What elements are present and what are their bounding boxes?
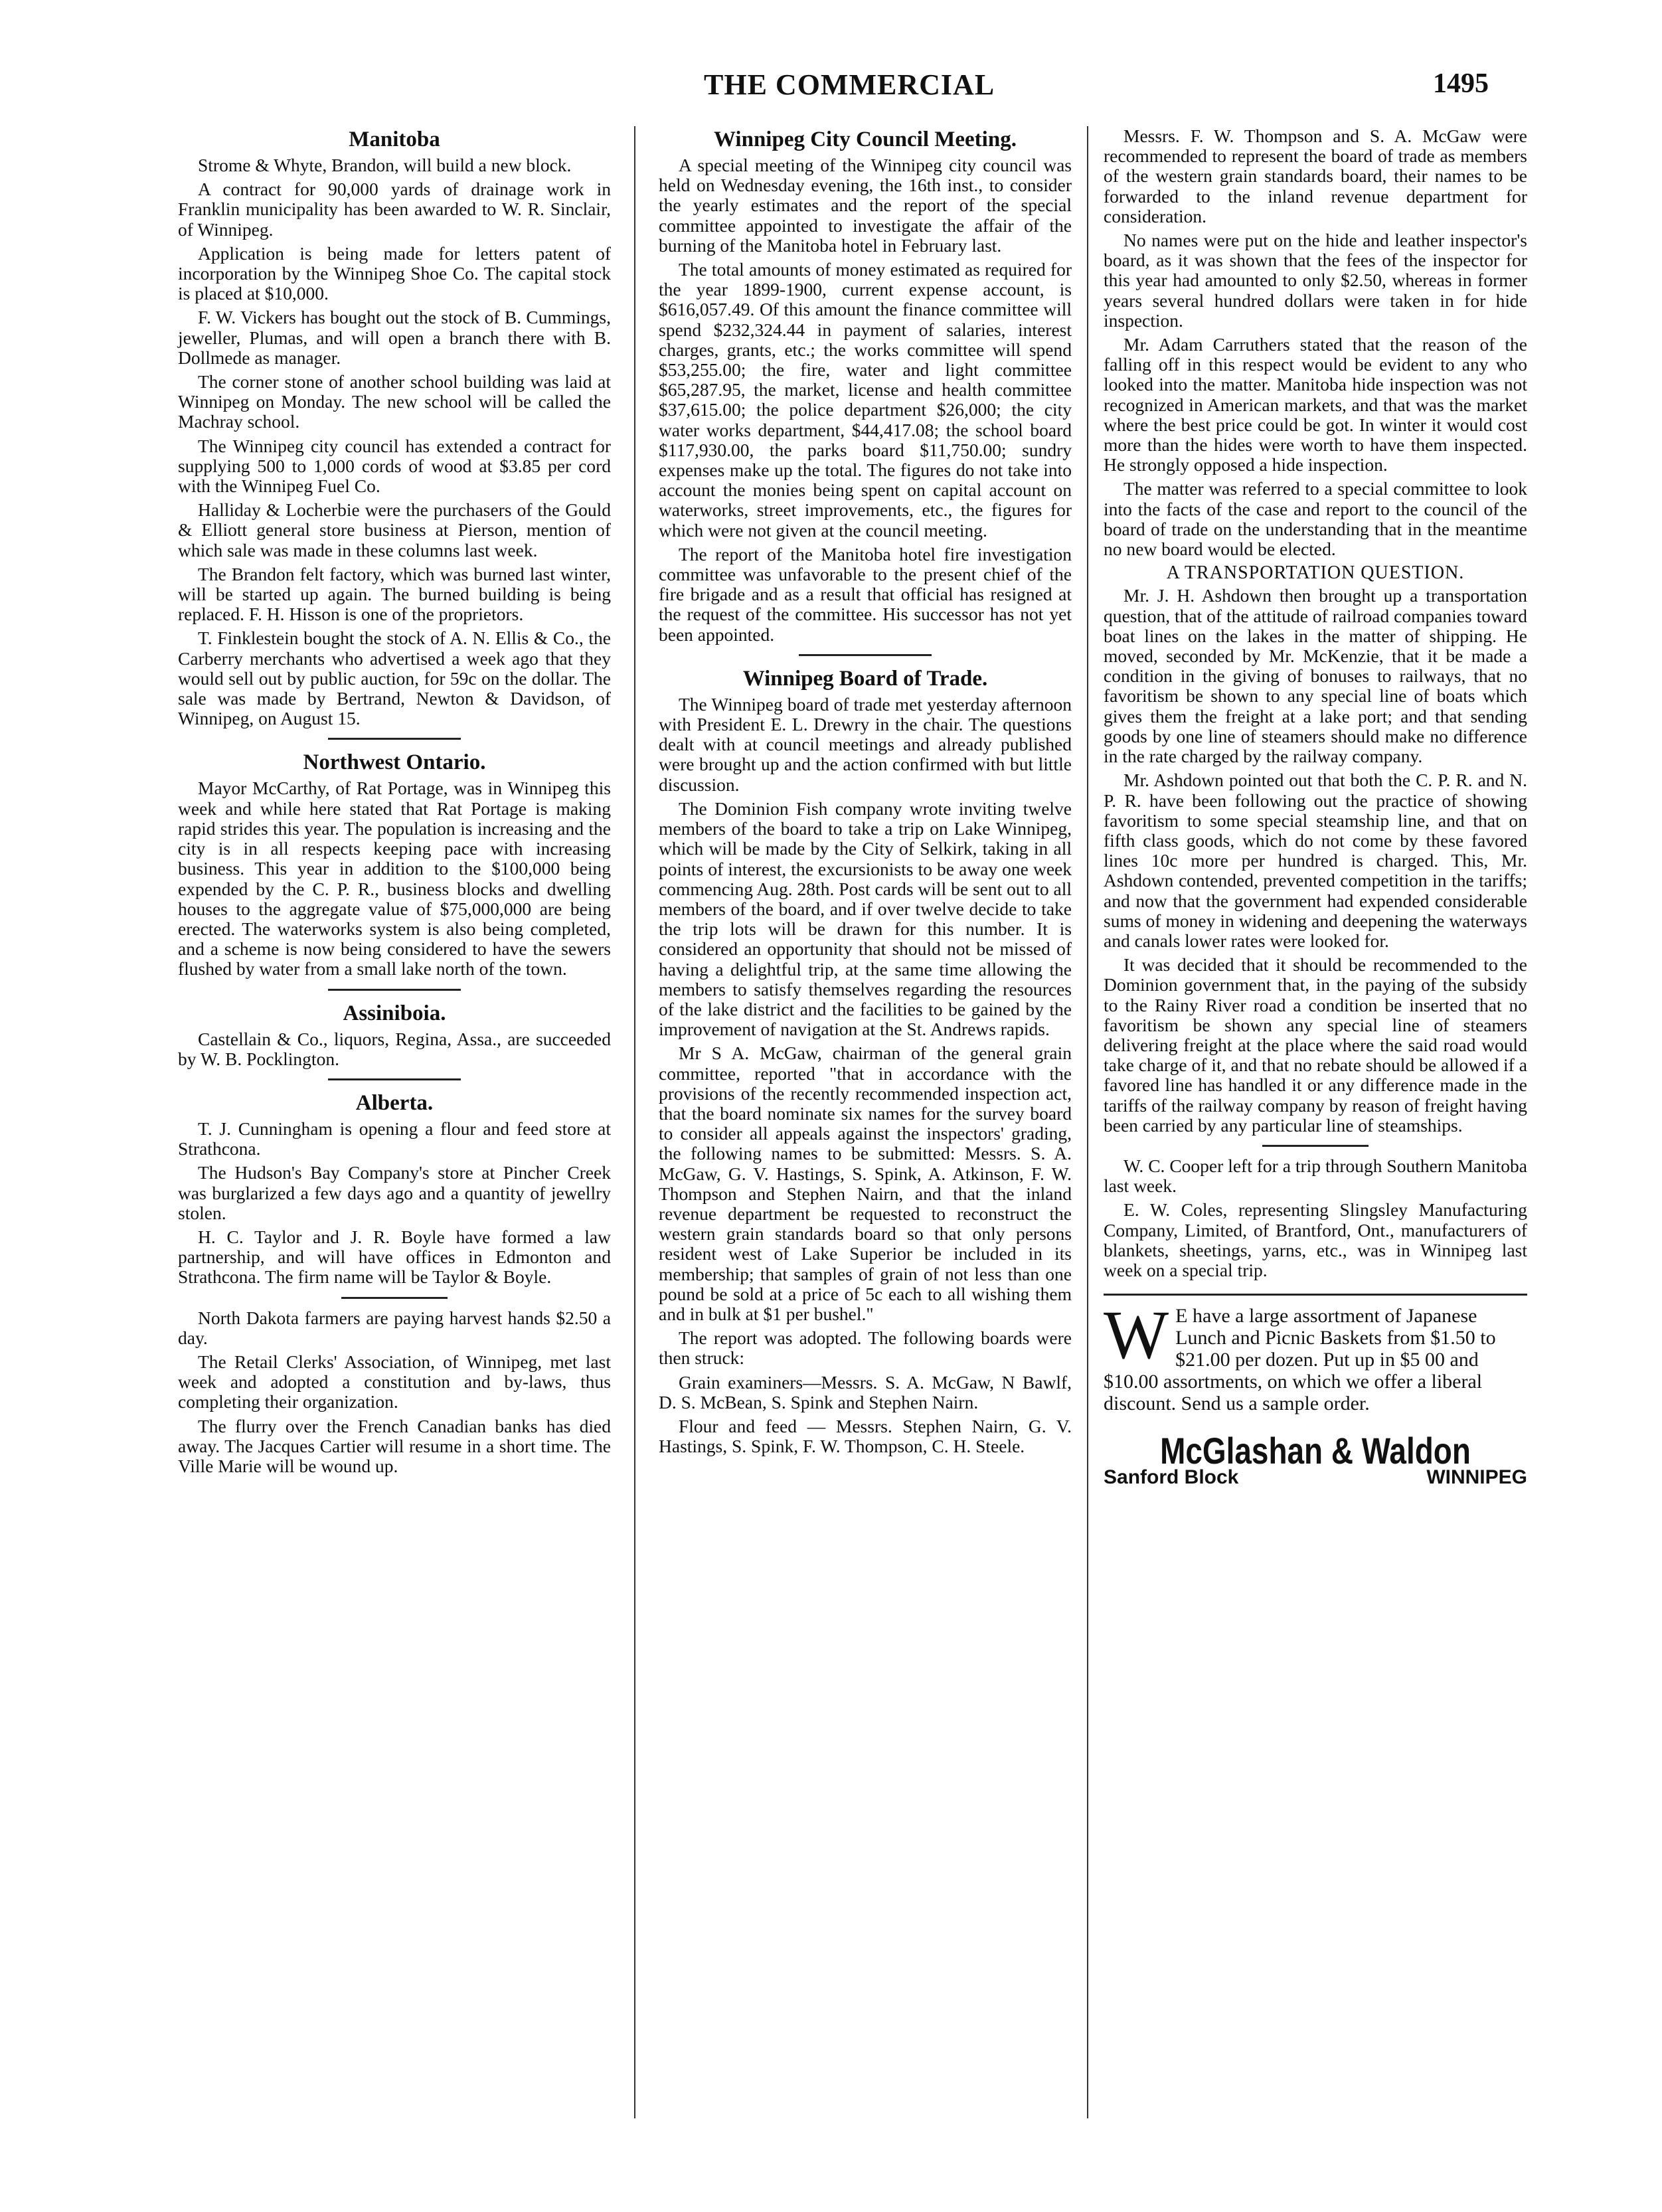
news-item: Mr S A. McGaw, chairman of the general grain committee, reported "that in accordance with the provisions of the recently recommended inspection act, that the board nominate six names for the survey board to consider all appeals against the inspectors' grading, the following names to be submitted: Messrs. S. A. McGaw, G. V. Hastings, S. Spink, A. Atkinson, F. W. Thompson and Stephen Nairn, and that the inland revenue department be requested to reconstruct the western grain standards board so that only persons resident west of Lake Superior be included in its membership; that samples of grain of not less than one pound be sold at a price of 5c each to all wishing them and in bulk at $1 per bushel." [659, 1043, 1072, 1324]
advertisement [1104, 1294, 1527, 1488]
column-rule [1087, 126, 1088, 2118]
section-heading-alberta: Alberta. [355, 1090, 434, 1115]
section-divider [799, 654, 932, 656]
section-heading-manitoba: Manitoba [349, 128, 440, 151]
running-head [0, 61, 1662, 108]
column-middle [659, 126, 1072, 1460]
news-item: A special meeting of the Winnipeg city council was held on Wednesday evening, the 16th inst., to consider the yearly estimates and the report of the special committee appointed to investigate the affair of the burning of the Manitoba hotel in February last. [659, 155, 1072, 256]
column-rule [634, 126, 635, 2118]
news-item: The flurry over the French Canadian banks has died away. The Jacques Cartier will resume in a short time. The Ville Marie will be wound up. [178, 1415, 611, 1476]
news-item: A contract for 90,000 yards of drainage work in Franklin municipality has been awarded to W. R. Sinclair, of Winnipeg. [178, 179, 611, 240]
column-right [1104, 126, 1527, 1488]
news-item: The Dominion Fish company wrote inviting twelve members of the board to take a trip on Lake Winnipeg, which will be made by the City of Selkirk, taking in all points of interest, the excursionists to be away one week commencing Aug. 28th. Post cards will be sent out to all members of the board, and if over twelve decide to take the trip lots will be drawn for this number. It is considered an opportunity that should not be missed of having a delightful trip, at the same time allowing the members to satisfy themselves regarding the resources of the lake district and the facilities to be gained by the improvement of navigation at the St. Andrews rapids. [659, 798, 1072, 1040]
news-item: It was decided that it should be recommended to the Dominion government that, in the paying of the subsidy to the Rainy River road a condition be inserted that no favoritism be shown any special line of steamers delivering freight at the place where the said road would take charge of it, and that no rebate should be allowed if a favored line has handled it or any difference made in the tariffs of the railway company by reason of freight having been carried by any particular line of steamships. [1104, 954, 1527, 1136]
subheading-transportation-question: A TRANSPORTATION QUESTION. [1166, 562, 1465, 584]
news-item: Strome & Whyte, Brandon, will build a new block. [198, 155, 572, 175]
news-item: The Brandon felt factory, which was burned last winter, will be started up again. The burned building is being replaced. F. H. Hisson is one of the proprietors. [178, 563, 611, 625]
advertiser-city: WINNIPEG [1426, 1466, 1527, 1489]
news-item: E. W. Coles, representing Slingsley Manufacturing Company, Limited, of Brantford, Ont., manufacturers of blankets, sheetings, yarns, etc., was in Winnipeg last week on a special trip. [1104, 1199, 1527, 1280]
news-item: The total amounts of money estimated as required for the year 1899-1900, current expense account, is $616,057.49. Of this amount the finance committee will spend $232,324.44 in payment of salaries, interest charges, grants, etc.; the works committee will spend $53,255.00; the fire, water and light committee $65,287.95, the market, license and health committee $37,615.00; the police department $26,000; the city water works department, $44,417.08; the school board $117,930.00, the parks board $11,750.00; sundry expenses make up the total. The figures do not take into account the monies being spent on capital account on waterworks, street improvements, etc., the figures for which were not given at the council meeting. [659, 259, 1072, 541]
section-divider [1262, 1145, 1369, 1147]
section-divider [328, 989, 461, 991]
news-item: Grain examiners—Messrs. S. A. McGaw, N Bawlf, D. S. McBean, S. Spink and Stephen Nairn. [659, 1371, 1072, 1412]
column-left [178, 126, 611, 1480]
news-item: W. C. Cooper left for a trip through Southern Manitoba last week. [1104, 1155, 1527, 1197]
news-item: Mr. Ashdown pointed out that both the C. P. R. and N. P. R. have been following out the practice of showing favoritism to some special steamship line, and that on fifth class goods, which do not come by these favored lines 10c more per hundred is charged. This, Mr. Ashdown contended, prevented competition in the tariffs; and now that the government had expended considerable sums of money in widening and deepening the waterways and canals lower rates were looked for. [1104, 770, 1527, 951]
page-number: 1495 [1433, 68, 1489, 99]
news-item: The Winnipeg city council has extended a contract for supplying 500 to 1,000 cords of wood at $3.85 per cord with the Winnipeg Fuel Co. [178, 435, 611, 497]
news-item: T. Finklestein bought the stock of A. N. Ellis & Co., the Carberry merchants who advertised a week ago that they would sell out by public auction, for 59c on the dollar. The sale was made by Bertrand, Newton & Davidson, of Winnipeg, on August 15. [178, 628, 611, 729]
news-item: Application is being made for letters patent of incorporation by the Winnipeg Shoe Co. The capital stock is placed at $10,000. [178, 242, 611, 304]
news-item: Mayor McCarthy, of Rat Portage, was in Winnipeg this week and while here stated that Rat Portage is making rapid strides this year. The population is increasing and the city is in all respects keeping pace with increasing business. This year in addition to the $100,000 being expended by the C. P. R., business blocks and dwelling houses to the aggregate value of $75,000,000 are being erected. The waterworks system is also being completed, and a scheme is now being considered to have the sewers flushed by water from a small lake north of the town. [178, 778, 611, 979]
section-heading-city-council: Winnipeg City Council Meeting. [714, 128, 1017, 151]
news-item: No names were put on the hide and leather inspector's board, as it was shown that the fees of the inspector for this year had amounted to only $2.50, whereas in former years several hundred dollars were taken in for hide inspection. [1104, 230, 1527, 331]
section-divider [341, 1297, 448, 1299]
news-item: The corner stone of another school building was laid at Winnipeg on Monday. The new school will be called the Machray school. [178, 371, 611, 432]
news-item: Halliday & Locherbie were the purchasers of the Gould & Elliott general store business at Pierson, mention of which sale was made in these columns last week. [178, 499, 611, 560]
section-heading-assiniboia: Assiniboia. [343, 1001, 446, 1025]
news-item: Mr. J. H. Ashdown then brought up a transportation question, that of the attitude of railroad companies toward boat lines on the lakes in the matter of shipping. He moved, seconded by Mr. McKenzie, that it be made a condition in the giving of bonuses to railways, that no favoritism be shown to any special line of boats which gives them the freight at a lake port; and that sending goods by one line of steamers should make no difference in the rate charged by the railway company. [1104, 585, 1527, 767]
news-item: The Hudson's Bay Company's store at Pincher Creek was burglarized a few days ago and a quantity of jewellry stolen. [178, 1162, 611, 1223]
news-item: The matter was referred to a special committee to look into the facts of the case and report to the council of the board of trade on the understanding that in the meantime no new board would be elected. [1104, 478, 1527, 560]
news-item: H. C. Taylor and J. R. Boyle have formed a law partnership, and will have offices in Edmonton and Strathcona. The firm name will be Taylor & Boyle. [178, 1226, 611, 1288]
advertisement-copy [1104, 1297, 1527, 1415]
news-item: Messrs. F. W. Thompson and S. A. McGaw were recommended to represent the board of trade as members of the western grain standards board, their names to be forwarded to the inland revenue department for consideration. [1104, 126, 1527, 226]
news-item: F. W. Vickers has bought out the stock of B. Cummings, jeweller, Plumas, and will open a branch there with B. Dollmede as manager. [178, 307, 611, 368]
news-item: Castellain & Co., liquors, Regina, Assa., are succeeded by W. B. Pocklington. [178, 1028, 611, 1069]
section-heading-board-of-trade: Winnipeg Board of Trade. [742, 666, 988, 691]
section-divider [328, 738, 461, 740]
news-item: The Winnipeg board of trade met yesterday afternoon with President E. L. Drewry in the chair. The questions dealt with at council meetings and already published were brought up and the action confirmed with but little discussion. [659, 693, 1072, 795]
news-item: T. J. Cunningham is opening a flour and feed store at Strathcona. [178, 1118, 611, 1159]
news-item: Flour and feed — Messrs. Stephen Nairn, G. V. Hastings, S. Spink, F. W. Thompson, C. H. Steele. [659, 1415, 1072, 1457]
news-item: The report was adopted. The following boards were then struck: [659, 1327, 1072, 1369]
section-heading-northwest-ontario: Northwest Ontario. [303, 750, 486, 775]
news-item: The report of the Manitoba hotel fire investigation committee was unfavorable to the present chief of the fire brigade and as a result that official has resigned at the request of the committee. His successor has not yet been appointed. [659, 543, 1072, 645]
advertiser-block: Sanford Block [1104, 1466, 1239, 1489]
publication-title: THE COMMERCIAL [704, 68, 995, 101]
news-item: The Retail Clerks' Association, of Winnipeg, met last week and adopted a constitution and by-laws, thus completing their organization. [178, 1351, 611, 1412]
section-divider [328, 1078, 461, 1080]
advertiser-name: McGlashan & Waldon [1160, 1430, 1471, 1472]
drop-cap: W [1104, 1297, 1169, 1374]
advertisement-text: E have a large assortment of Japanese Lunch and Picnic Baskets from $1.50 to $21.00 per dozen. Put up in $5 00 and $10.00 assortments, on which we offer a liberal discount. Send us a sample order. [1104, 1305, 1496, 1415]
news-item: Mr. Adam Carruthers stated that the reason of the falling off in this respect would be evident to any who looked into the matter. Manitoba hide inspection was not recognized in American markets, and that was the market where the best price could be got. In winter it would cost more than the hides were worth to have them inspected. He strongly opposed a hide inspection. [1104, 334, 1527, 475]
news-item: North Dakota farmers are paying harvest hands $2.50 a day. [178, 1307, 611, 1348]
